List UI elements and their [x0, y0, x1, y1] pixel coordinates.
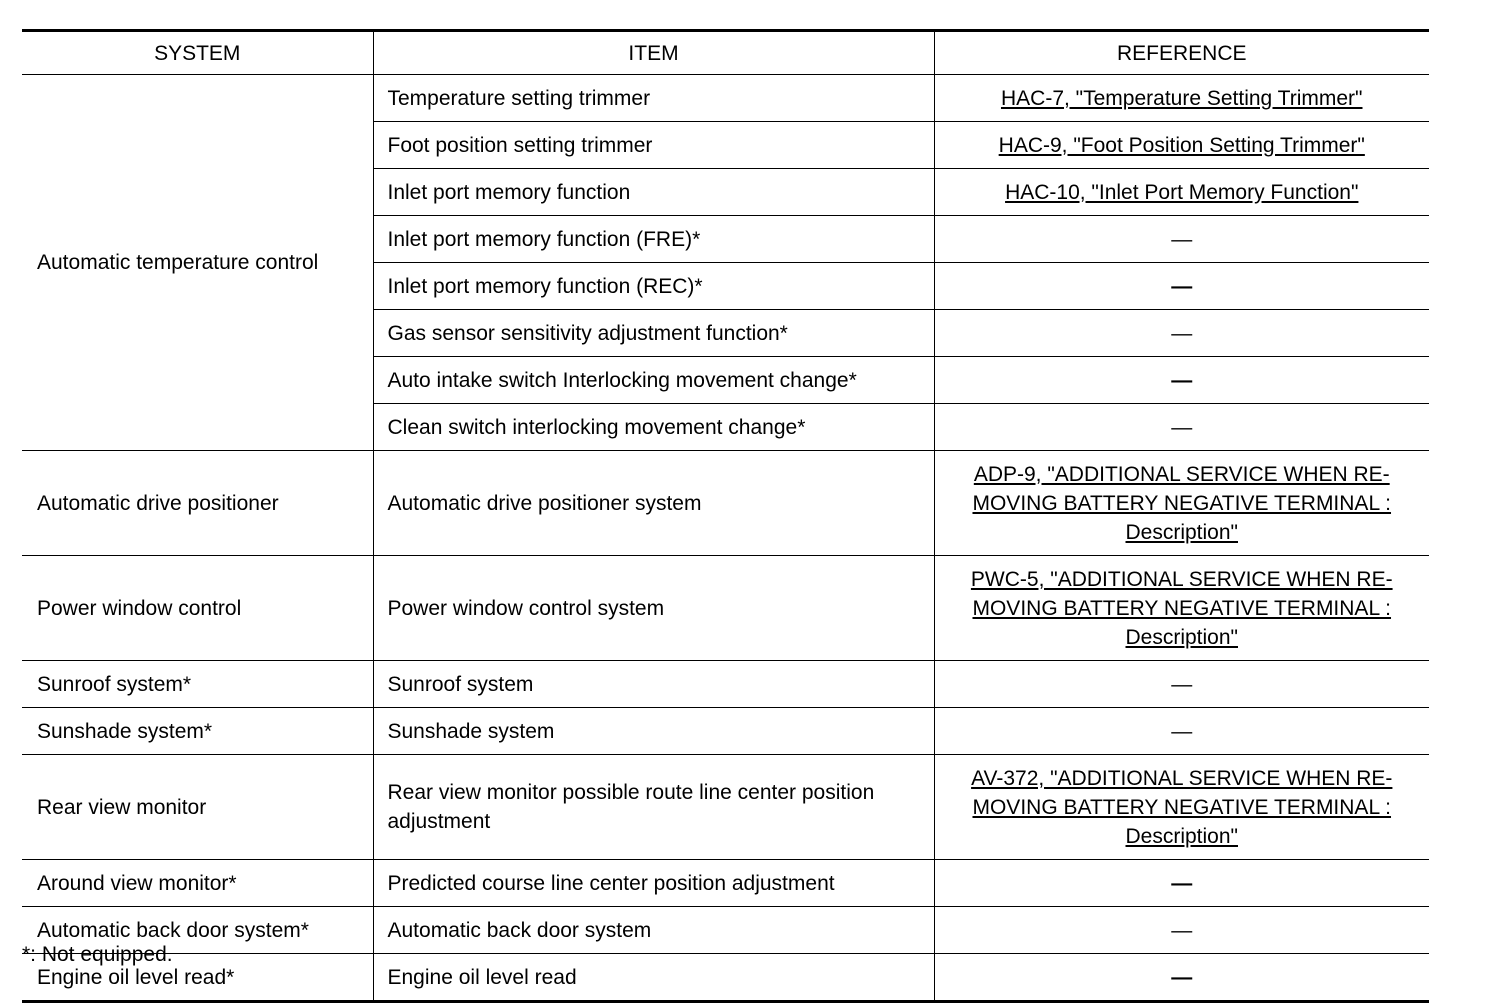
item-cell: Automatic back door system: [373, 907, 934, 954]
header-item: ITEM: [373, 31, 934, 75]
system-cell: Sunroof system*: [22, 661, 373, 708]
item-cell: Predicted course line center position adjustment: [373, 860, 934, 907]
reference-cell: [934, 122, 1429, 169]
reference-cell: —: [934, 661, 1429, 708]
reference-cell: [934, 556, 1429, 661]
reference-cell: —: [934, 860, 1429, 907]
item-cell: Clean switch interlocking movement change*: [373, 404, 934, 451]
reference-cell: —: [934, 708, 1429, 755]
item-cell: Auto intake switch Interlocking movement change*: [373, 357, 934, 404]
table-row: [22, 860, 1429, 907]
table-row: [22, 708, 1429, 755]
item-cell: Sunshade system: [373, 708, 934, 755]
reference-link[interactable]: ADP-9, "ADDITIONAL SERVICE WHEN RE-MOVING BATTERY NEGATIVE TERMINAL : Description": [972, 462, 1392, 544]
reference-cell: —: [934, 907, 1429, 954]
header-row: [22, 31, 1429, 75]
item-cell: Engine oil level read: [373, 954, 934, 1002]
item-cell: Power window control system: [373, 556, 934, 661]
table-row: [22, 556, 1429, 661]
system-cell: Automatic temperature control: [22, 75, 373, 451]
table-row: [22, 661, 1429, 708]
reference-link[interactable]: HAC-10, "Inlet Port Memory Function": [1005, 180, 1359, 204]
system-cell: Engine oil level read*: [22, 954, 373, 1002]
system-cell: Automatic back door system*: [22, 907, 373, 954]
item-cell: Inlet port memory function (REC)*: [373, 263, 934, 310]
table-row: [22, 75, 1429, 122]
reference-cell: —: [934, 357, 1429, 404]
item-cell: Rear view monitor possible route line center position adjustment: [373, 755, 934, 860]
table-row: [22, 907, 1429, 954]
reference-cell: [934, 755, 1429, 860]
reference-cell: [934, 75, 1429, 122]
table-row: [22, 954, 1429, 1002]
item-cell: Foot position setting trimmer: [373, 122, 934, 169]
reference-cell: —: [934, 404, 1429, 451]
item-cell: Sunroof system: [373, 661, 934, 708]
reference-cell: [934, 451, 1429, 556]
reference-table: [22, 29, 1429, 1003]
reference-link[interactable]: HAC-9, "Foot Position Setting Trimmer": [998, 133, 1365, 157]
system-cell: Around view monitor*: [22, 860, 373, 907]
item-cell: Gas sensor sensitivity adjustment function*: [373, 310, 934, 357]
reference-link[interactable]: HAC-7, "Temperature Setting Trimmer": [1000, 86, 1363, 110]
item-cell: Inlet port memory function (FRE)*: [373, 216, 934, 263]
reference-cell: —: [934, 954, 1429, 1002]
reference-cell: [934, 169, 1429, 216]
reference-cell: —: [934, 216, 1429, 263]
reference-link[interactable]: AV-372, "ADDITIONAL SERVICE WHEN RE-MOVING BATTERY NEGATIVE TERMINAL : Description": [971, 766, 1393, 848]
footnote: *: Not equipped.: [22, 943, 173, 966]
system-cell: Sunshade system*: [22, 708, 373, 755]
table-row: [22, 451, 1429, 556]
reference-cell: —: [934, 263, 1429, 310]
item-cell: Automatic drive positioner system: [373, 451, 934, 556]
item-cell: Inlet port memory function: [373, 169, 934, 216]
reference-link[interactable]: PWC-5, "ADDITIONAL SERVICE WHEN RE-MOVING BATTERY NEGATIVE TERMINAL : Description": [970, 567, 1393, 649]
system-cell: Power window control: [22, 556, 373, 661]
item-cell: Temperature setting trimmer: [373, 75, 934, 122]
header-system: SYSTEM: [22, 31, 373, 75]
system-cell: Rear view monitor: [22, 755, 373, 860]
header-reference: REFERENCE: [934, 31, 1429, 75]
table-row: [22, 755, 1429, 860]
system-cell: Automatic drive positioner: [22, 451, 373, 556]
reference-cell: —: [934, 310, 1429, 357]
